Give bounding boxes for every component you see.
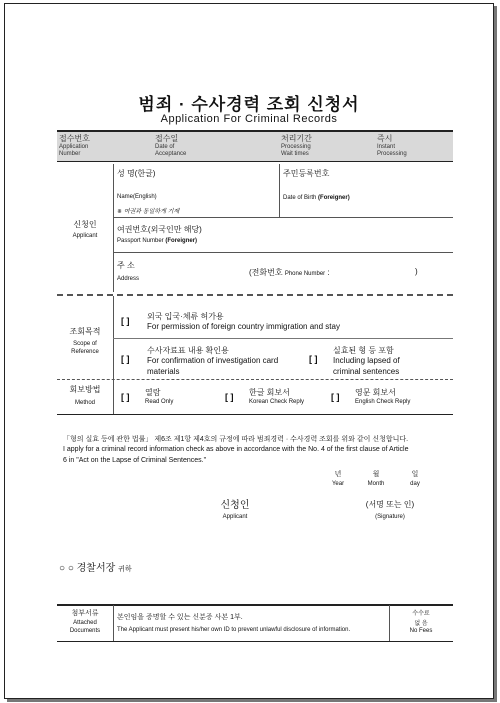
divider — [113, 338, 453, 339]
day-label-en: day — [410, 481, 420, 487]
attached-docs-label: 첨부서류 — [71, 610, 99, 617]
investigation-card-checkbox[interactable]: [ ] — [121, 354, 130, 364]
method-label-en: Method — [74, 400, 95, 406]
korean-reply-option-korean: 한글 회보서 — [249, 388, 290, 397]
immigration-checkbox[interactable]: [ ] — [121, 316, 130, 326]
acceptance-date-label: 접수일 — [155, 134, 179, 143]
application-number-label-en2: Number — [59, 151, 81, 157]
lapsed-sentences-option: Including lapsed of — [333, 356, 400, 365]
phone-close-paren: ) — [415, 267, 418, 276]
signature-field[interactable]: (서명 또는 인) — [365, 500, 415, 509]
divider — [57, 294, 453, 296]
divider — [57, 130, 453, 132]
signature-applicant-label: 신청인 — [220, 500, 250, 511]
police-chief-label: 경찰서장 — [76, 563, 116, 574]
investigation-card-option: For confirmation of investigation card — [147, 356, 279, 365]
attached-docs-text-korean: 본인임을 증명할 수 있는 신분증 사본 1부. — [117, 614, 243, 621]
instant-processing-label-en: Instant — [377, 144, 396, 150]
processing-period-label: 처리기간 — [281, 134, 312, 143]
statement-english-2: 6 in "Act on the Lapse of Criminal Sentences." — [63, 457, 207, 464]
application-number-label-en: Application — [59, 144, 89, 150]
divider — [57, 379, 453, 380]
month-label: 월 — [372, 471, 380, 478]
read-only-option: Read Only — [145, 399, 174, 405]
scope-label: 조회목적 — [69, 327, 101, 336]
investigation-card-option-en2: materials — [147, 367, 180, 376]
divider — [57, 161, 453, 162]
applicant-label: 신청인 — [73, 220, 97, 229]
application-number-label: 접수번호 — [59, 134, 90, 143]
fee-label: 수수료 — [412, 611, 430, 617]
divider — [113, 252, 453, 253]
fee-value: No Fees — [409, 628, 433, 634]
signature-label-en: (Signature) — [375, 514, 405, 520]
passport-note: ※ 여권과 동일하게 기재 — [117, 209, 180, 215]
passport-number-label: Passport Number (Foreigner) — [117, 238, 198, 244]
attached-docs-label-en2: Documents — [69, 628, 101, 634]
name-korean-label: 성 명(한글) — [117, 169, 156, 178]
phone-number-label: (전화번호 Phone Number : — [249, 268, 330, 277]
form-title-english: Application For Criminal Records — [160, 113, 338, 125]
police-station-marks: ○ ○ — [59, 563, 74, 574]
resident-number-label: 주민등록번호 — [283, 169, 330, 178]
form-title-korean: 범죄 · 수사경력 조회 신청서 — [138, 95, 360, 114]
immigration-option: For permission of foreign country immigration and stay — [147, 322, 340, 331]
year-label-en: Year — [331, 481, 345, 487]
passport-number-korean-label: 여권번호(외국인만 해당) — [117, 225, 202, 234]
lapsed-sentences-checkbox[interactable]: [ ] — [309, 354, 318, 364]
korean-reply-option: Korean Check Reply — [249, 399, 305, 405]
attached-docs-label-en: Attached — [73, 620, 97, 626]
read-only-checkbox[interactable]: [ ] — [121, 392, 130, 402]
divider — [113, 605, 114, 641]
divider — [113, 164, 114, 292]
instant-processing-label: 즉시 — [377, 134, 393, 143]
processing-period-label-en2: Wait times — [281, 151, 309, 157]
divider — [57, 414, 453, 415]
statement-english: I apply for a criminal record information check as above in accordance with the No. 4 of the first clause of Article — [63, 446, 409, 453]
statement-korean: 「형의 실효 등에 관한 법률」 제6조 제1항 제4호의 규정에 따라 범죄경력 · 수사경력 조회를 위와 같이 신청합니다. — [63, 436, 409, 443]
applicant-label-en: Applicant — [72, 233, 98, 239]
lapsed-sentences-option-korean: 실효된 형 등 포함 — [333, 346, 394, 355]
english-reply-option: English Check Reply — [355, 399, 411, 405]
name-english-label: Name(English) — [117, 194, 157, 200]
scope-label-en2: Reference — [71, 349, 99, 355]
korean-reply-checkbox[interactable]: [ ] — [225, 392, 234, 402]
application-form — [4, 3, 494, 699]
divider — [113, 296, 114, 414]
english-reply-option-korean: 영문 회보서 — [355, 388, 396, 397]
investigation-card-option-korean: 수사자료표 내용 확인용 — [147, 346, 229, 355]
instant-processing-label-en2: Processing — [377, 151, 407, 157]
attached-docs-text: The Applicant must present his/her own ID to prevent unlawful disclosure of information. — [117, 627, 351, 633]
method-label: 회보방법 — [69, 385, 101, 394]
processing-period-label-en: Processing — [281, 144, 311, 150]
read-only-option-korean: 열람 — [145, 388, 161, 397]
signature-applicant-label-en: Applicant — [222, 514, 248, 520]
fee-value-korean: 없 음 — [414, 621, 428, 627]
address-label: Address — [117, 276, 140, 282]
recipient-line — [59, 559, 132, 574]
acceptance-date-label-en: Date of — [155, 144, 175, 150]
divider — [57, 641, 453, 642]
lapsed-sentences-option-en2: criminal sentences — [333, 367, 400, 376]
day-label: 일 — [411, 471, 419, 478]
recipient-suffix: 귀하 — [118, 566, 132, 573]
scope-label-en: Scope of — [73, 341, 97, 347]
divider — [113, 217, 453, 218]
divider — [279, 164, 280, 217]
year-label: 년 — [334, 471, 342, 478]
date-of-birth-label: Date of Birth (Foreigner) — [283, 195, 350, 201]
english-reply-checkbox[interactable]: [ ] — [331, 392, 340, 402]
immigration-option-korean: 외국 입국·체류 허가용 — [147, 312, 224, 321]
divider — [57, 604, 453, 606]
month-label-en: Month — [367, 481, 385, 487]
acceptance-date-label-en2: Acceptance — [155, 151, 187, 157]
address-korean-label: 주 소 — [117, 261, 135, 270]
